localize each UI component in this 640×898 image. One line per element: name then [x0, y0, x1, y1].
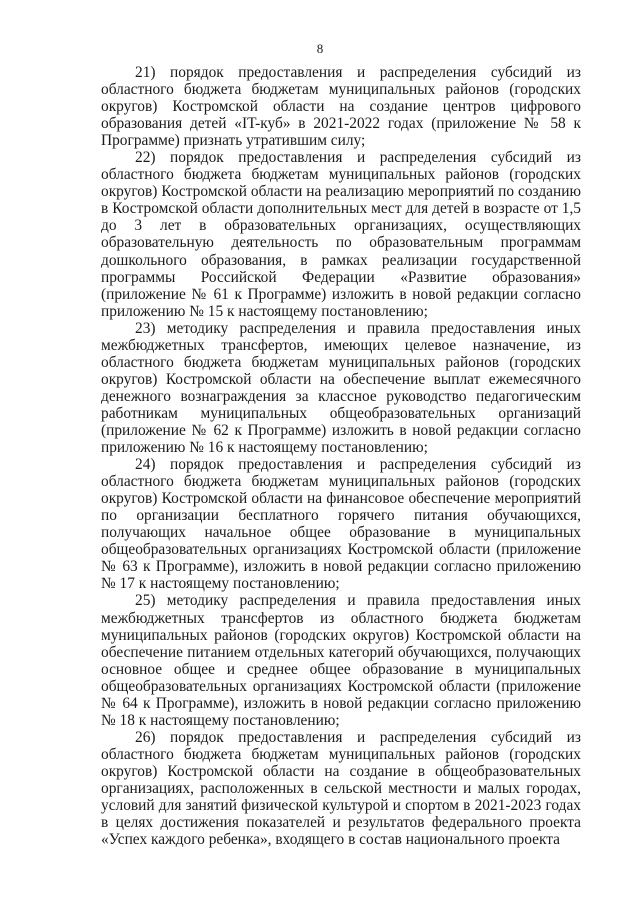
paragraph-item-26: 26) порядок предоставления и распределения субсидий из областного бюджета бюджетам муниципальных районов (городских округов) Костромской области на создание в общеобразовательных организациях, расположенных в сельской местности и малых городах, условий для занятий физической культурой и спортом в 2021-2023 годах в целях достижения показателей и результатов федерального проекта «Успех каждого ребенка», входящего в состав национального проекта: [101, 728, 581, 849]
paragraph-item-25: 25) методику распределения и правила предоставления иных межбюджетных трансфертов из областного бюджета бюджетам муниципальных районов (городских округов) Костромской области на обеспечение питанием отдельных категорий обучающихся, получающих основное общее и среднее общее образование в муниципальных общеобразовательных организациях Костромской области (приложение № 64 к Программе), изложить в новой редакции согласно приложению № 18 к настоящему постановлению;: [101, 592, 581, 729]
paragraph-item-22: 22) порядок предоставления и распределения субсидий из областного бюджета бюджетам муниципальных районов (городских округов) Костромской области на реализацию мероприятий по созданию в Костромской области дополнительных мест для детей в возрасте от 1,5 до 3 лет в образовательных организациях, осуществляющих образовательную деятельность по образовательным программам дошкольного образования, в рамках реализации государственной программы Российской Федерации «Развитие образования» (приложение № 61 к Программе) изложить в новой редакции согласно приложению № 15 к настоящему постановлению;: [101, 149, 581, 320]
paragraph-item-23: 23) методику распределения и правила предоставления иных межбюджетных трансфертов, имеющих целевое назначение, из областного бюджета бюджетам муниципальных районов (городских округов) Костромской области на обеспечение выплат ежемесячного денежного вознаграждения за классное руководство педагогическим работникам муниципальных общеобразовательных организаций (приложение № 62 к Программе) изложить в новой редакции согласно приложению № 16 к настоящему постановлению;: [101, 319, 581, 457]
page-number: 8: [316, 41, 324, 56]
document-body: [101, 64, 581, 848]
paragraph-item-21: 21) порядок предоставления и распределения субсидий из областного бюджета бюджетам муниципальных районов (городских округов) Костромской области на создание центров цифрового образования детей «IT-куб» в 2021-2022 годах (приложение № 58 к Программе) признать утратившим силу;: [101, 64, 581, 150]
paragraph-item-24: 24) порядок предоставления и распределения субсидий из областного бюджета бюджетам муниципальных районов (городских округов) Костромской области на финансовое обеспечение мероприятий по организации бесплатного горячего питания обучающихся, получающих начальное общее образование в муниципальных общеобразовательных организациях Костромской области (приложение № 63 к Программе), изложить в новой редакции согласно приложению № 17 к настоящему постановлению;: [101, 456, 581, 593]
